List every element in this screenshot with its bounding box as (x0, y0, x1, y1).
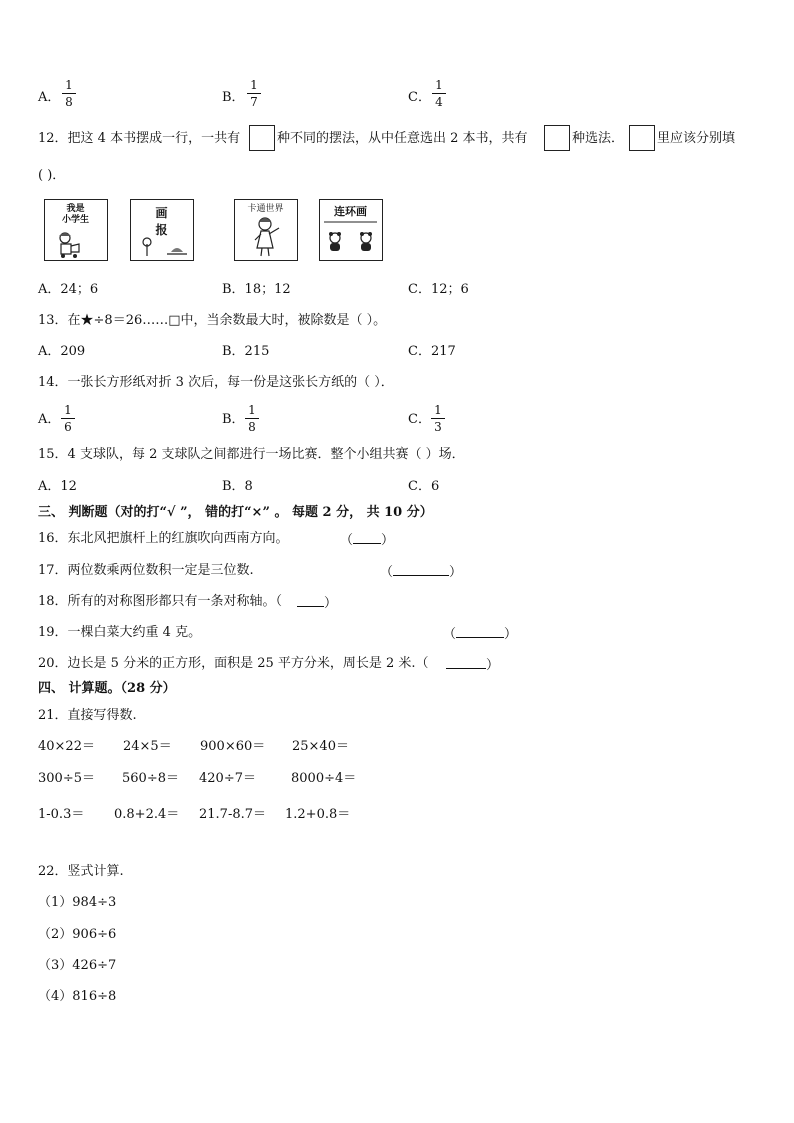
q16-text: 16．东北风把旗杆上的红旗吹向西南方向。 (38, 531, 289, 546)
q15-option-a: A．12 (38, 479, 77, 494)
q18-answer-blank[interactable]: ） (297, 594, 337, 612)
q14-option-c-label: C． (408, 412, 431, 427)
section-3-heading: 三、 判断题（对的打“√ ”， 错的打“×” 。 每题 2 分， 共 10 分） (38, 505, 433, 520)
book-title-line1: 画 (155, 206, 168, 220)
q11-option-c-fraction: 1 4 (432, 78, 446, 109)
q22-item: （1）984÷3 (38, 895, 117, 910)
calc-item: 1.2+0.8＝ (285, 807, 351, 822)
q12-option-a: A．24；6 (38, 282, 99, 297)
q22-title: 22．竖式计算. (38, 864, 124, 879)
q12-option-b: B．18；12 (222, 282, 291, 297)
answer-box-3[interactable] (629, 125, 655, 151)
q22-item: （3）426÷7 (38, 958, 117, 973)
q14-text: 14．一张长方形纸对折 3 次后，每一份是这张长方纸的（ ）． (38, 375, 394, 390)
q14-option-a-fraction: 1 6 (61, 403, 75, 434)
flower-icon (131, 200, 192, 259)
q21-title: 21．直接写得数. (38, 708, 137, 723)
q15-option-c: C．6 (408, 479, 440, 494)
q14-option-b-label: B． (222, 412, 245, 427)
girl-cartoon-icon (235, 200, 296, 259)
q16-answer-blank[interactable]: （ ） (340, 533, 395, 548)
book-cover-cartoon (234, 199, 298, 261)
section-4-heading: 四、 计算题。（28 分） (38, 681, 176, 696)
q12-text-part1: 12．把这 4 本书摆成一行，一共有 (38, 131, 241, 146)
q14-option-a-label: A． (38, 412, 61, 427)
calc-item: 900×60＝ (200, 739, 266, 754)
q11-option-a-label: A． (38, 90, 61, 105)
book-title-line2: 小学生 (61, 215, 89, 225)
q13-option-a: A．209 (38, 344, 86, 359)
calc-item: 300÷5＝ (38, 771, 95, 786)
book-title-line1: 卡通世界 (247, 204, 284, 214)
calc-item: 40×22＝ (38, 739, 95, 754)
q12-text-part4: 里应该分别填 (657, 131, 736, 146)
answer-box-2[interactable] (544, 125, 570, 151)
q12-text-part2: 种不同的摆法，从中任意选出 2 本书，共有 (277, 131, 528, 146)
child-reading-icon (45, 200, 106, 259)
q14-option-b-fraction: 1 8 (245, 403, 259, 434)
book-title-line1: 连环画 (334, 205, 367, 218)
q11-option-a-fraction: 1 8 (62, 78, 76, 109)
q13-option-b: B．215 (222, 344, 270, 359)
q15-text: 15．4 支球队，每 2 支球队之间都进行一场比赛．整个小组共赛（ ）场． (38, 447, 465, 462)
book-title-line1: 我是 (66, 204, 85, 214)
q22-item: （4）816÷8 (38, 989, 117, 1004)
calc-item: 560÷8＝ (122, 771, 179, 786)
panda-icon (320, 200, 381, 259)
q13-text: 13．在★÷8＝26……□中，当余数最大时，被除数是（ ）。 (38, 313, 387, 328)
book-cover-pictorial (130, 199, 194, 261)
book-cover-student (44, 199, 108, 261)
calc-item: 25×40＝ (292, 739, 349, 754)
q11-option-c-label: C． (408, 90, 431, 105)
answer-box-1[interactable] (249, 125, 275, 151)
q14-option-c-fraction: 1 3 (431, 403, 445, 434)
q20-text: 20．边长是 5 分米的正方形，面积是 25 平方分米，周长是 2 米.（ (38, 656, 429, 671)
q17-text: 17．两位数乘两位数积一定是三位数. (38, 563, 254, 578)
q13-option-c: C．217 (408, 344, 456, 359)
q20-answer-blank[interactable]: ） (446, 656, 499, 674)
q12-answer-paren: ( )． (38, 168, 66, 183)
q12-option-c: C．12；6 (408, 282, 469, 297)
q19-answer-blank[interactable]: （ ） (443, 627, 518, 642)
q22-item: （2）906÷6 (38, 927, 117, 942)
book-title-line2: 报 (155, 223, 168, 237)
calc-item: 420÷7＝ (199, 771, 256, 786)
q15-option-b: B．8 (222, 479, 253, 494)
q18-text: 18．所有的对称图形都只有一条对称轴。（ (38, 594, 283, 609)
calc-item: 21.7-8.7＝ (199, 807, 267, 822)
q17-answer-blank[interactable]: （ ） (380, 565, 463, 580)
q19-text: 19．一棵白菜大约重 4 克。 (38, 625, 202, 640)
calc-item: 8000÷4＝ (291, 771, 357, 786)
calc-item: 24×5＝ (123, 739, 172, 754)
q11-option-b-label: B． (222, 90, 245, 105)
q12-text-part3: 种选法． (572, 131, 625, 146)
book-cover-comic (319, 199, 383, 261)
q11-option-b-fraction: 1 7 (247, 78, 261, 109)
calc-item: 0.8+2.4＝ (114, 807, 180, 822)
calc-item: 1-0.3＝ (38, 807, 85, 822)
